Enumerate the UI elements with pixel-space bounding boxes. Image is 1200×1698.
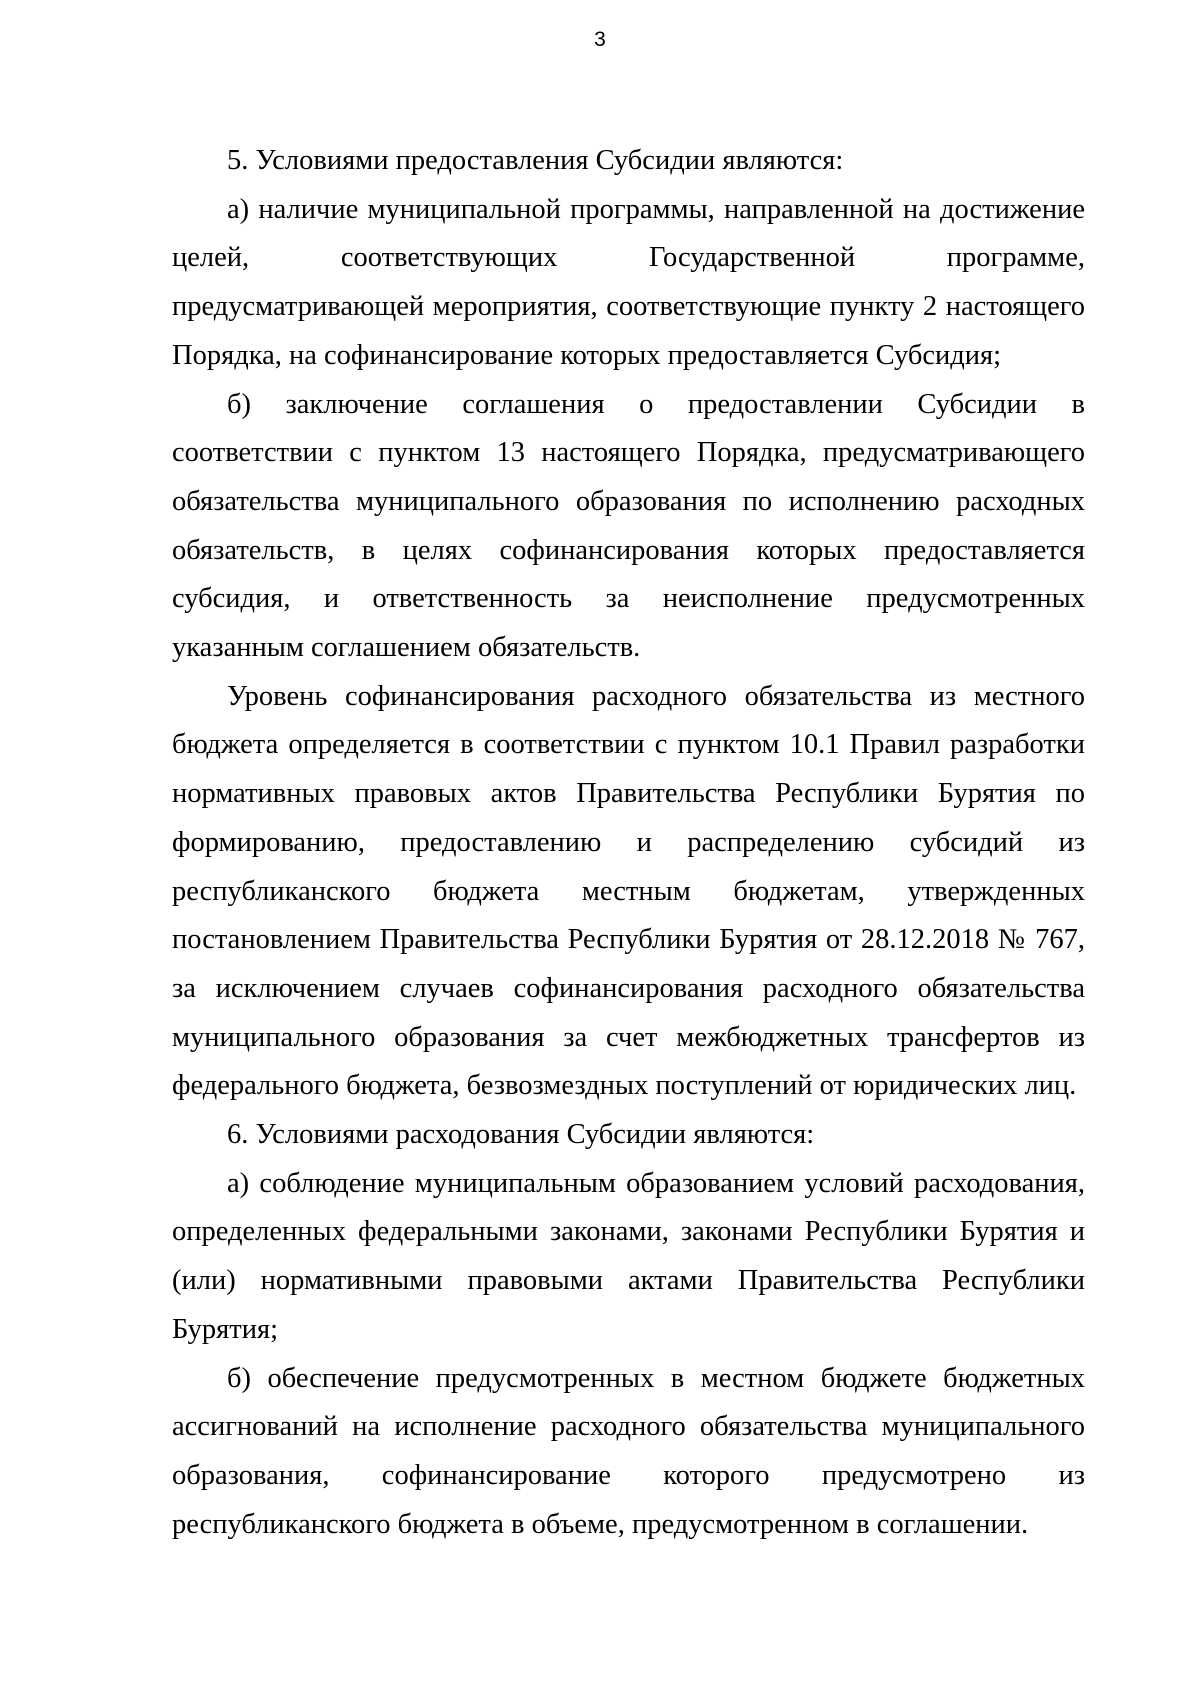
paragraph-5-heading: 5. Условиями предоставления Субсидии являются: bbox=[227, 145, 844, 176]
paragraph-6-heading: 6. Условиями расходования Субсидии являются: bbox=[227, 1119, 815, 1151]
document-body bbox=[172, 137, 1085, 1549]
paragraph-5b: б) заключение соглашения о предоставлении Субсидии в соответствии с пунктом 13 настоящего Порядка, предусматривающего обязательства муниципального образования по исполнению расходных обязательств, в целях софинансирования которых предоставляется субсидия, и ответственность за неисполнение предусмотренных указанным соглашением обязательств. bbox=[172, 388, 1085, 664]
paragraph-6a: а) соблюдение муниципальным образованием условий расходования, определенных федеральными законами, законами Республики Бурятия и (или) нормативными правовыми актами Правительства Республики Бурятия; bbox=[172, 1167, 1085, 1345]
paragraph-5a: а) наличие муниципальной программы, направленной на достижение целей, соответствующих Государственной программе, предусматривающей мероприятия, соответствующие пункту 2 настоящего Порядка, на софинансирование которых предоставляется Субсидия; bbox=[172, 193, 1085, 371]
paragraph-cofinancing-level: Уровень софинансирования расходного обязательства из местного бюджета определяется в соответствии с пунктом 10.1 Правил разработки нормативных правовых актов Правительства Республики Бурятия по формированию, предоставлению и распределению субсидий из республиканского бюджета местным бюджетам, утвержденных постановлением Правительства Республики Бурятия от 28.12.2018 № 767, за исключением случаев софинансирования расходного обязательства муниципального образования за счет межбюджетных трансфертов из федерального бюджета, безвозмездных поступлений от юридических лиц. bbox=[172, 680, 1085, 1102]
paragraph-6b: б) обеспечение предусмотренных в местном бюджете бюджетных ассигнований на исполнение расходного обязательства муниципального образования, софинансирование которого предусмотрено из республиканского бюджета в объеме, предусмотренном в соглашении. bbox=[172, 1362, 1085, 1540]
page-number: 3 bbox=[594, 28, 606, 51]
